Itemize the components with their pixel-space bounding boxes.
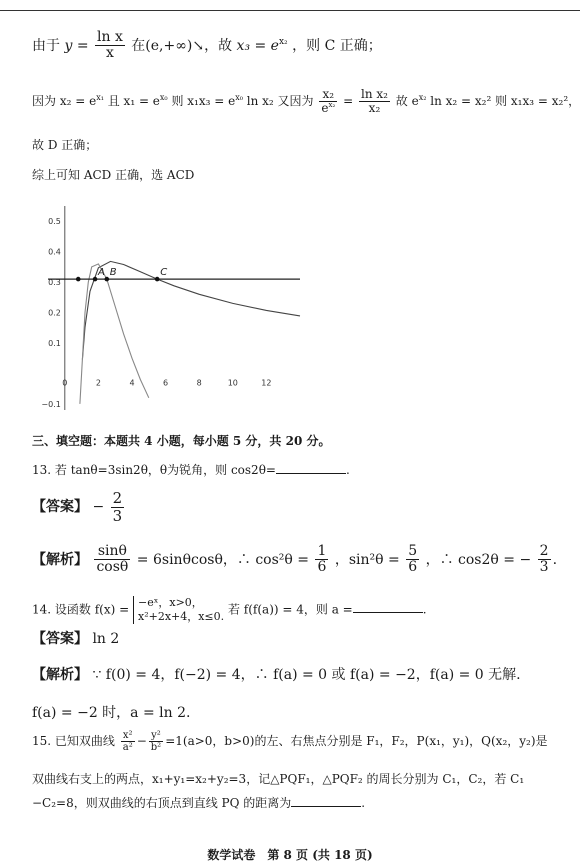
superscript: x₀: [235, 93, 243, 103]
fraction-lnx-over-x: [95, 30, 125, 62]
fraction-lnx2-over-x2: [359, 88, 390, 115]
fraction-numerator: ln x: [97, 29, 123, 45]
x-tick-label: 12: [261, 378, 272, 388]
fraction-denominator: 6: [317, 559, 327, 576]
x-tick-label: 8: [196, 378, 202, 388]
fraction: [315, 544, 328, 576]
answer-14: [32, 628, 119, 648]
text: = 6sinθcosθ，∴ cos²θ =: [136, 551, 310, 568]
question-15-line-2: 双曲线右支上的两点，x₁+y₁=x₂+y₂=3，记△PQF₁，△PQF₂ 的周长分别为 C₁，C₂，若 C₁: [32, 772, 525, 786]
fraction-denominator: a²: [122, 742, 133, 753]
question-text: 15. 已知双曲线: [32, 734, 115, 748]
answer-blank: [291, 805, 361, 807]
question-text: =1(a>0，b>0)的左、右焦点分别是 F₁，F₂，P(x₁，y₁)，Q(x₂，y₂)是: [165, 734, 548, 748]
y-tick-label: 0.5: [48, 217, 61, 227]
question-15-line-3: [32, 794, 365, 811]
solution-line-2: [32, 88, 580, 115]
text: .: [345, 463, 350, 477]
y-tick-label: 0.3: [48, 278, 61, 288]
x-tick-label: 0: [62, 378, 68, 388]
y-tick-label: 0.2: [48, 308, 61, 318]
fraction-numerator: 5: [408, 543, 418, 559]
text: ，∴ cos2θ = −: [425, 551, 532, 568]
answer-label: 【答案】: [32, 631, 88, 647]
fraction-denominator: b²: [150, 742, 162, 753]
text: .: [422, 602, 427, 617]
x-tick-label: 2: [95, 378, 101, 388]
fraction-denominator: cosθ: [96, 559, 129, 576]
x-tick-label: 10: [227, 378, 238, 388]
fraction-numerator: y²: [149, 730, 163, 742]
math-y: y =: [64, 37, 89, 54]
point-unlabeled: [76, 277, 81, 282]
y-tick-label: −0.1: [41, 399, 61, 409]
point-label-B: B: [109, 267, 117, 279]
text: .: [361, 796, 366, 810]
text: e: [321, 101, 329, 116]
top-rule: [0, 10, 580, 11]
question-13: [32, 461, 350, 478]
x-tick-label: 6: [163, 378, 169, 388]
question-text: 13. 若 tanθ=3sin2θ，θ为锐角，则 cos2θ=: [32, 463, 276, 477]
answer-blank: [276, 472, 346, 474]
series-line-1: [80, 264, 149, 404]
text: 在(e,+∞)↘，故: [131, 37, 233, 54]
analysis-14: [32, 664, 521, 684]
point-label-A: A: [98, 267, 105, 279]
piecewise-function: [133, 596, 224, 624]
text: −: [92, 499, 105, 515]
point-B: [105, 277, 110, 282]
text: .: [552, 551, 558, 568]
text: 由于: [32, 37, 60, 54]
fraction-sin-over-cos: [94, 544, 130, 576]
analysis-13: [32, 544, 557, 576]
piecewise-case: −eˣ，x>0，: [137, 596, 203, 609]
fraction-numerator: x₂: [319, 88, 337, 102]
fraction: [121, 730, 135, 753]
x-tick-label: 4: [129, 378, 135, 388]
answer-13: [32, 490, 126, 524]
fraction: [406, 544, 419, 576]
question-14: [32, 596, 427, 624]
text: ，则 C 正确；: [292, 37, 382, 54]
fraction-denominator: x: [105, 45, 114, 62]
answer-value: ln 2: [92, 631, 120, 647]
fraction-x2-over-ex2: [319, 88, 337, 115]
text: −: [136, 734, 147, 748]
solution-line-3: 故 D 正确；: [32, 138, 98, 152]
superscript: x₁: [96, 93, 104, 103]
analysis-label: 【解析】: [32, 551, 88, 568]
fraction-denominator: [319, 102, 337, 115]
text: 且 x₁ = e: [107, 94, 160, 109]
superscript: x₂: [418, 93, 427, 103]
fraction-denominator: 6: [408, 559, 418, 576]
text: ，sin²θ =: [334, 551, 400, 568]
analysis-14-continued: f(a) = −2 时，a = ln 2.: [32, 705, 191, 721]
point-C: [155, 277, 160, 282]
piecewise-case: x²+2x+4，x≤0.: [137, 609, 225, 623]
text: ln x₂ 又因为: [246, 94, 314, 109]
text: 则 x₁x₃ = e: [171, 94, 236, 109]
question-15: [32, 730, 548, 753]
fraction-numerator: ln x₂: [360, 87, 388, 101]
text: ∵ f(0) = 4，f(−2) = 4，∴ f(a) = 0 或 f(a) = −2，f(a) = 0 无解.: [92, 667, 521, 683]
point-A: [93, 277, 98, 282]
fraction-numerator: x²: [121, 730, 135, 742]
superscript: x₂: [328, 101, 336, 110]
answer-label: 【答案】: [32, 499, 88, 515]
fraction-numerator: sinθ: [94, 544, 130, 560]
text: ln x₂ = x₂² 则 x₁x₃ = x₂²，: [430, 94, 580, 109]
solution-line-1: [32, 30, 382, 62]
section-heading: 三、填空题：本题共 4 小题，每小题 5 分，共 20 分。: [32, 434, 331, 448]
answer-blank: [353, 611, 423, 613]
text: 故 e: [395, 94, 419, 109]
analysis-label: 【解析】: [32, 667, 88, 683]
fraction: [149, 730, 163, 753]
y-tick-label: 0.1: [48, 339, 61, 349]
question-text: 若 f(f(a)) = 4，则 a =: [227, 602, 353, 617]
page-footer: 数学试卷 第 8 页 (共 18 页): [207, 848, 373, 862]
fraction-numerator: 1: [317, 543, 327, 559]
fraction-denominator: 3: [112, 506, 123, 525]
superscript: x₂: [278, 37, 288, 48]
math-x3: x₃ = e: [236, 37, 279, 54]
fraction-answer: [111, 490, 125, 524]
y-tick-label: 0.4: [48, 247, 61, 257]
fraction-denominator: x₂: [368, 101, 381, 116]
superscript: x₀: [159, 93, 168, 103]
point-label-C: C: [160, 267, 168, 279]
fraction-numerator: 2: [539, 543, 549, 559]
question-text: −C₂=8，则双曲线的右顶点到直线 PQ 的距离为: [32, 796, 292, 810]
text: 因为 x₂ = e: [32, 94, 97, 109]
question-text: 14. 设函数 f(x) =: [32, 602, 130, 617]
fraction-numerator: 2: [112, 489, 123, 507]
function-graph: [30, 198, 310, 418]
fraction-denominator: 3: [539, 559, 549, 576]
solution-conclusion: 综上可知 ACD 正确，选 ACD: [32, 168, 195, 182]
fraction: [538, 544, 551, 576]
text: =: [343, 94, 354, 109]
